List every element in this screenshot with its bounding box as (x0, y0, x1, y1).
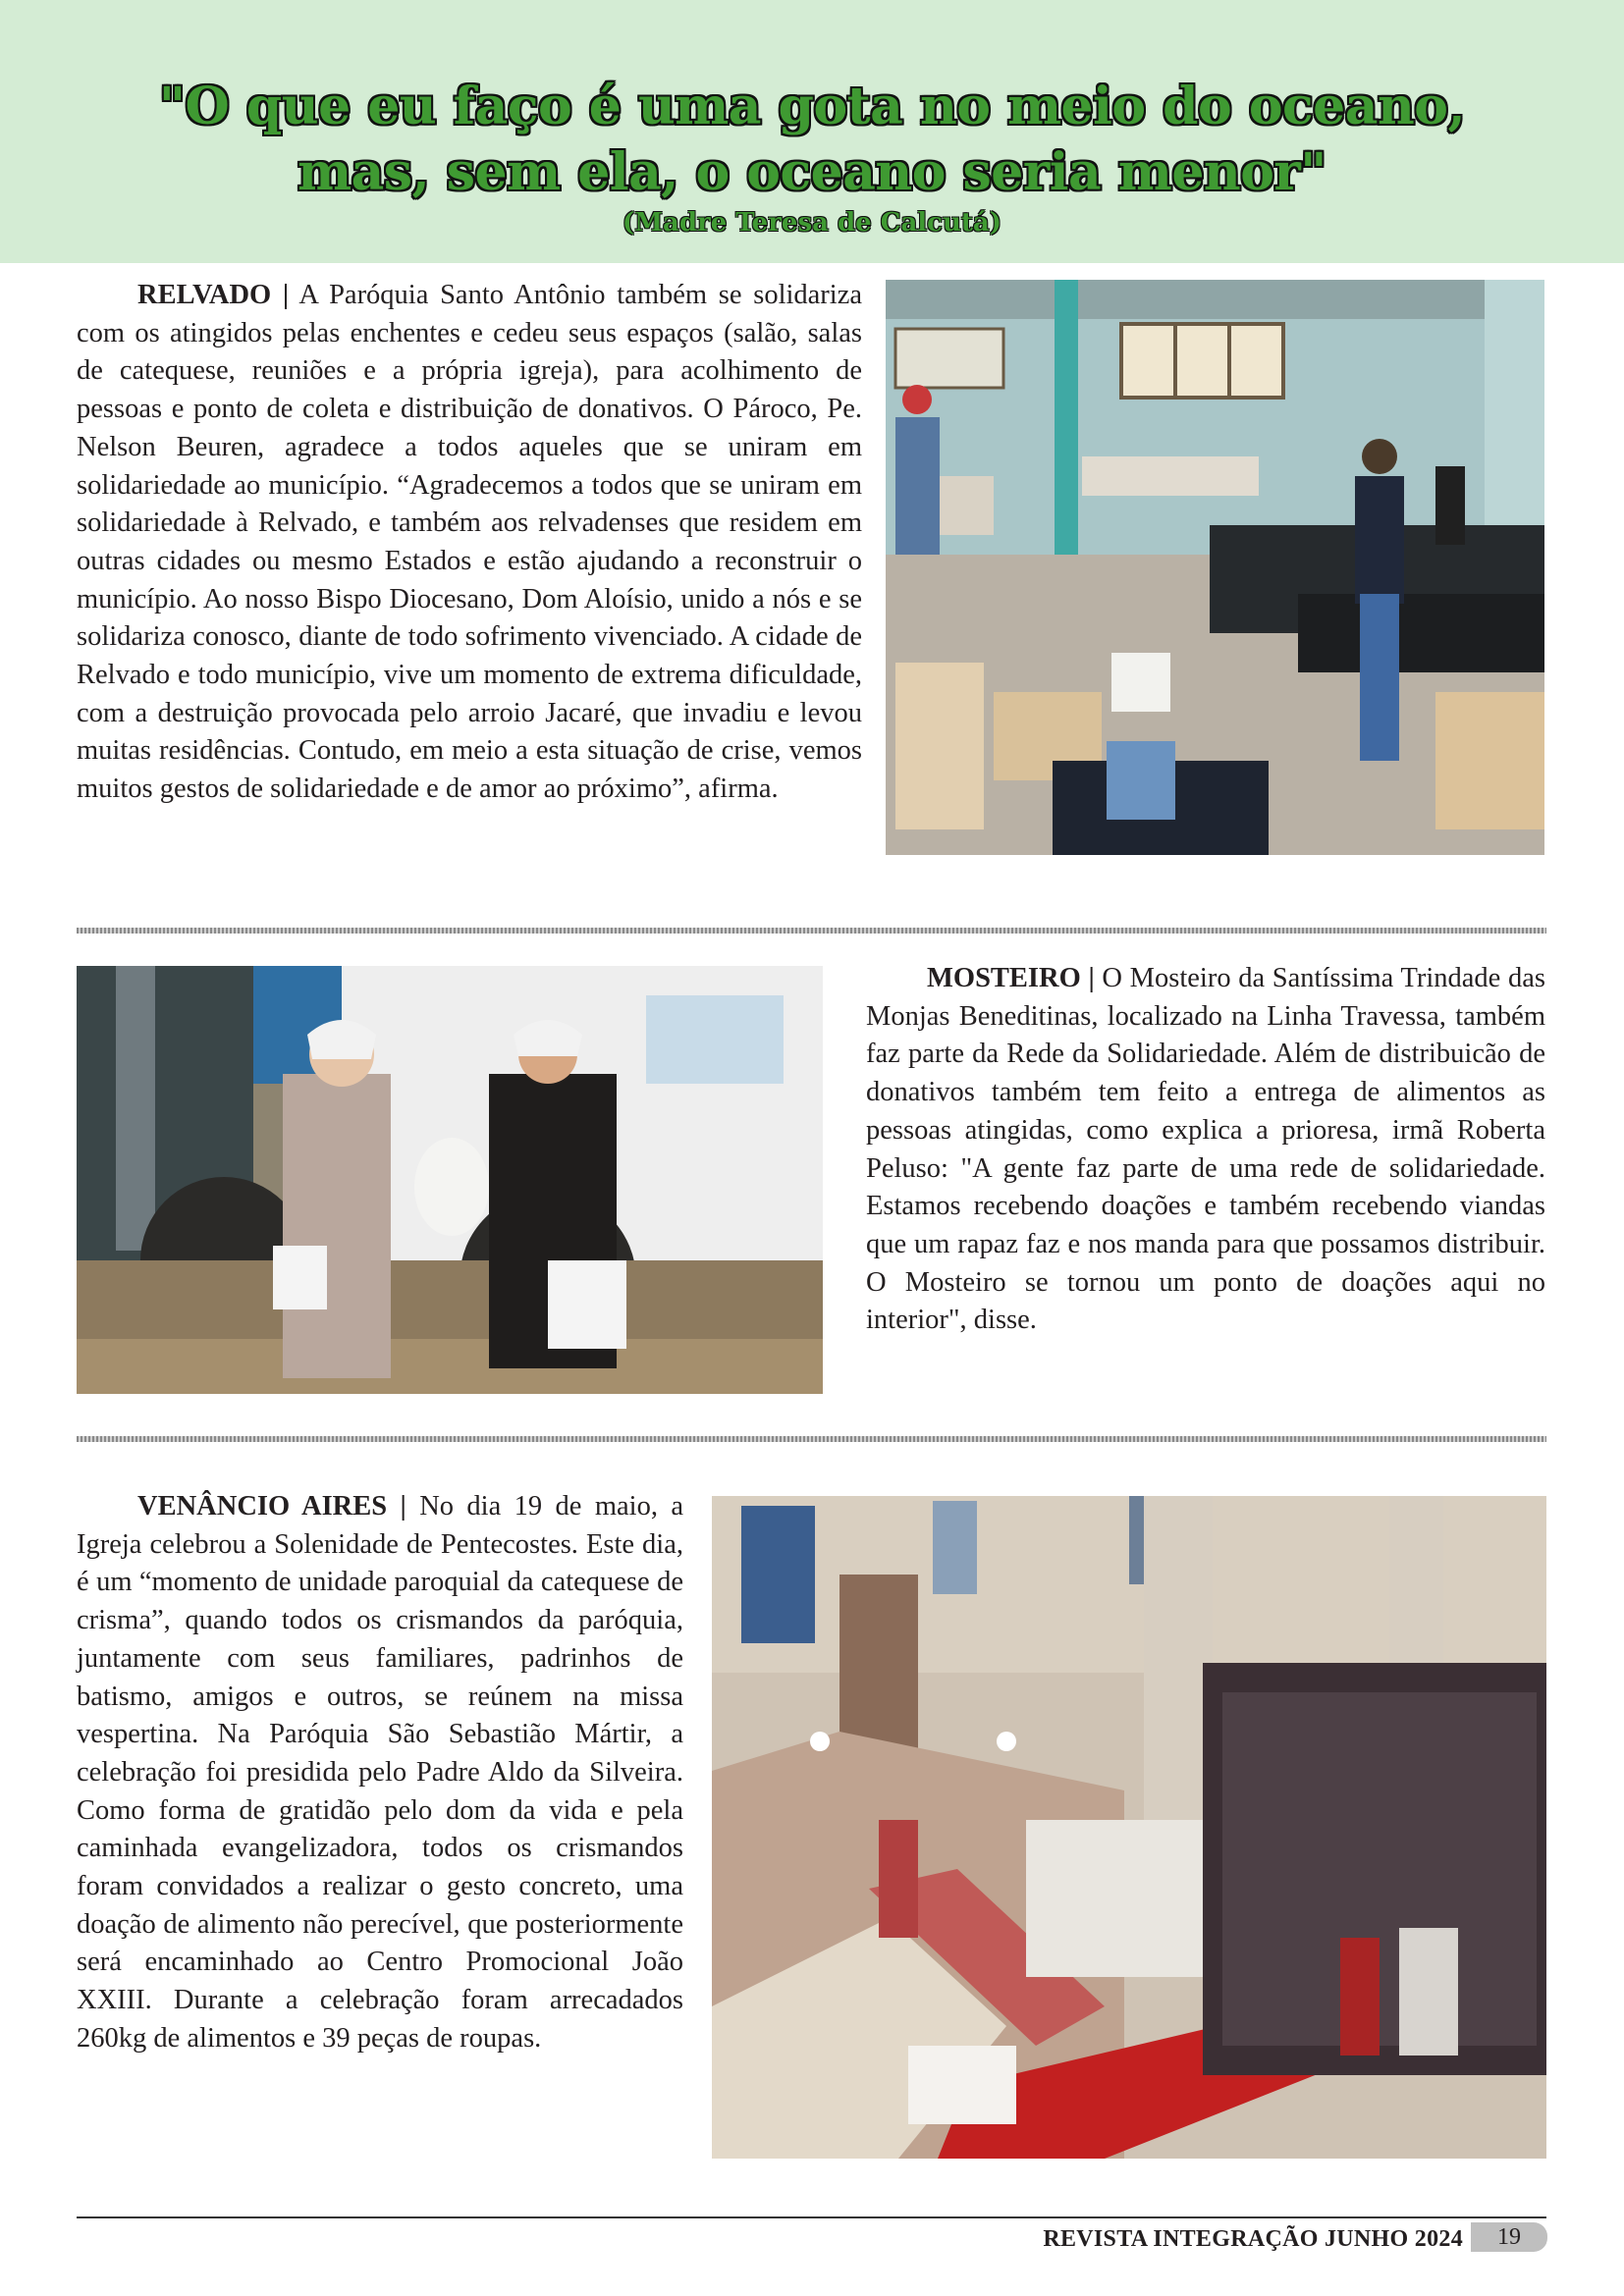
photo-pentecost-mass (712, 1496, 1546, 2159)
footer-rule (77, 2216, 1546, 2218)
quote-line-1: "O que eu faço é uma gota no meio do oceano, (158, 77, 1466, 136)
article-body: No dia 19 de maio, a Igreja celebrou a Solenidade de Pentecostes. Este dia, é um “momento de unidade paroquial da catequese de crisma”, quando todos os crismandos da paróquia, juntamente com seus familiares, padrinhos de batismo, amigos e outros, se reúnem na missa vespertina. Na Paróquia São Sebastião Mártir, a celebração foi presidida pelo Padre Aldo da Silveira. Como forma de gratidão pelo dom da vida e pela caminhada evangelizadora, todos os crismandos foram convidados a realizar o gesto concreto, uma doação de alimento não perecível, que posteriormente será encaminhado ao Centro Promocional João XXIII. Durante a celebração foram arrecadados 260kg de alimentos e 39 peças de roupas. (77, 1491, 683, 2054)
article-relvado (77, 277, 862, 809)
footer-publication: REVISTA INTEGRAÇÃO JUNHO 2024 (1043, 2226, 1463, 2252)
article-body: A Paróquia Santo Antônio também se solidariza com os atingidos pelas enchentes e cedeu seus espaços (salão, salas de catequese, reuniões e a própria igreja), para acolhimento de pessoas e ponto de coleta e distribuição de donativos. O Pároco, Pe. Nelson Beuren, agradece a todos aqueles que se uniram em solidariedade ao município. “Agradecemos a todos que se uniram em solidariedade à Relvado, e também aos relvadenses que residem em outras cidades ou mesmo Estados e estão ajudando a reconstruir o município. Ao nosso Bispo Diocesano, Dom Aloísio, unido a nós e se solidariza conosco, diante de todo sofrimento vivenciado. A cidade de Relvado e todo município, vive um momento de extrema dificuldade, com a destruição provocada pelo arroio Jacaré, que invadiu e levou muitas residências. Contudo, em meio a esta situação de crise, vemos muitos gestos de solidariedade e de amor ao próximo”, afirma. (77, 280, 863, 805)
photo-nuns-donations (77, 966, 823, 1394)
article-venancio-aires (77, 1488, 683, 2058)
article-mosteiro (866, 960, 1545, 1340)
page-number: 19 (1471, 2222, 1547, 2252)
article-lead: RELVADO | (137, 280, 290, 310)
article-lead: VENÂNCIO AIRES | (137, 1491, 406, 1522)
quote-banner (0, 0, 1624, 263)
article-lead: MOSTEIRO | (927, 963, 1095, 993)
section-divider (77, 1436, 1546, 1442)
quote-line-2: mas, sem ela, o oceano seria menor" (298, 142, 1326, 202)
photo-donation-hall (886, 280, 1544, 855)
article-body: O Mosteiro da Santíssima Trindade das Monjas Beneditinas, localizado na Linha Travessa, também faz parte da Rede da Solidariedade. Além de distribuicão de donativos também tem feito a entrega de alimentos as pessoas atingidas, como explica a prioresa, irmã Roberta Peluso: "A gente faz parte de uma rede de solidariedade. Estamos recebendo doações e também recebendo viandas que um rapaz faz e nos manda para que possamos distribuir. O Mosteiro se tornou um ponto de doações aqui no interior", disse. (866, 963, 1545, 1336)
quote-author: (Madre Teresa de Calcutá) (622, 208, 1002, 238)
section-divider (77, 928, 1546, 934)
